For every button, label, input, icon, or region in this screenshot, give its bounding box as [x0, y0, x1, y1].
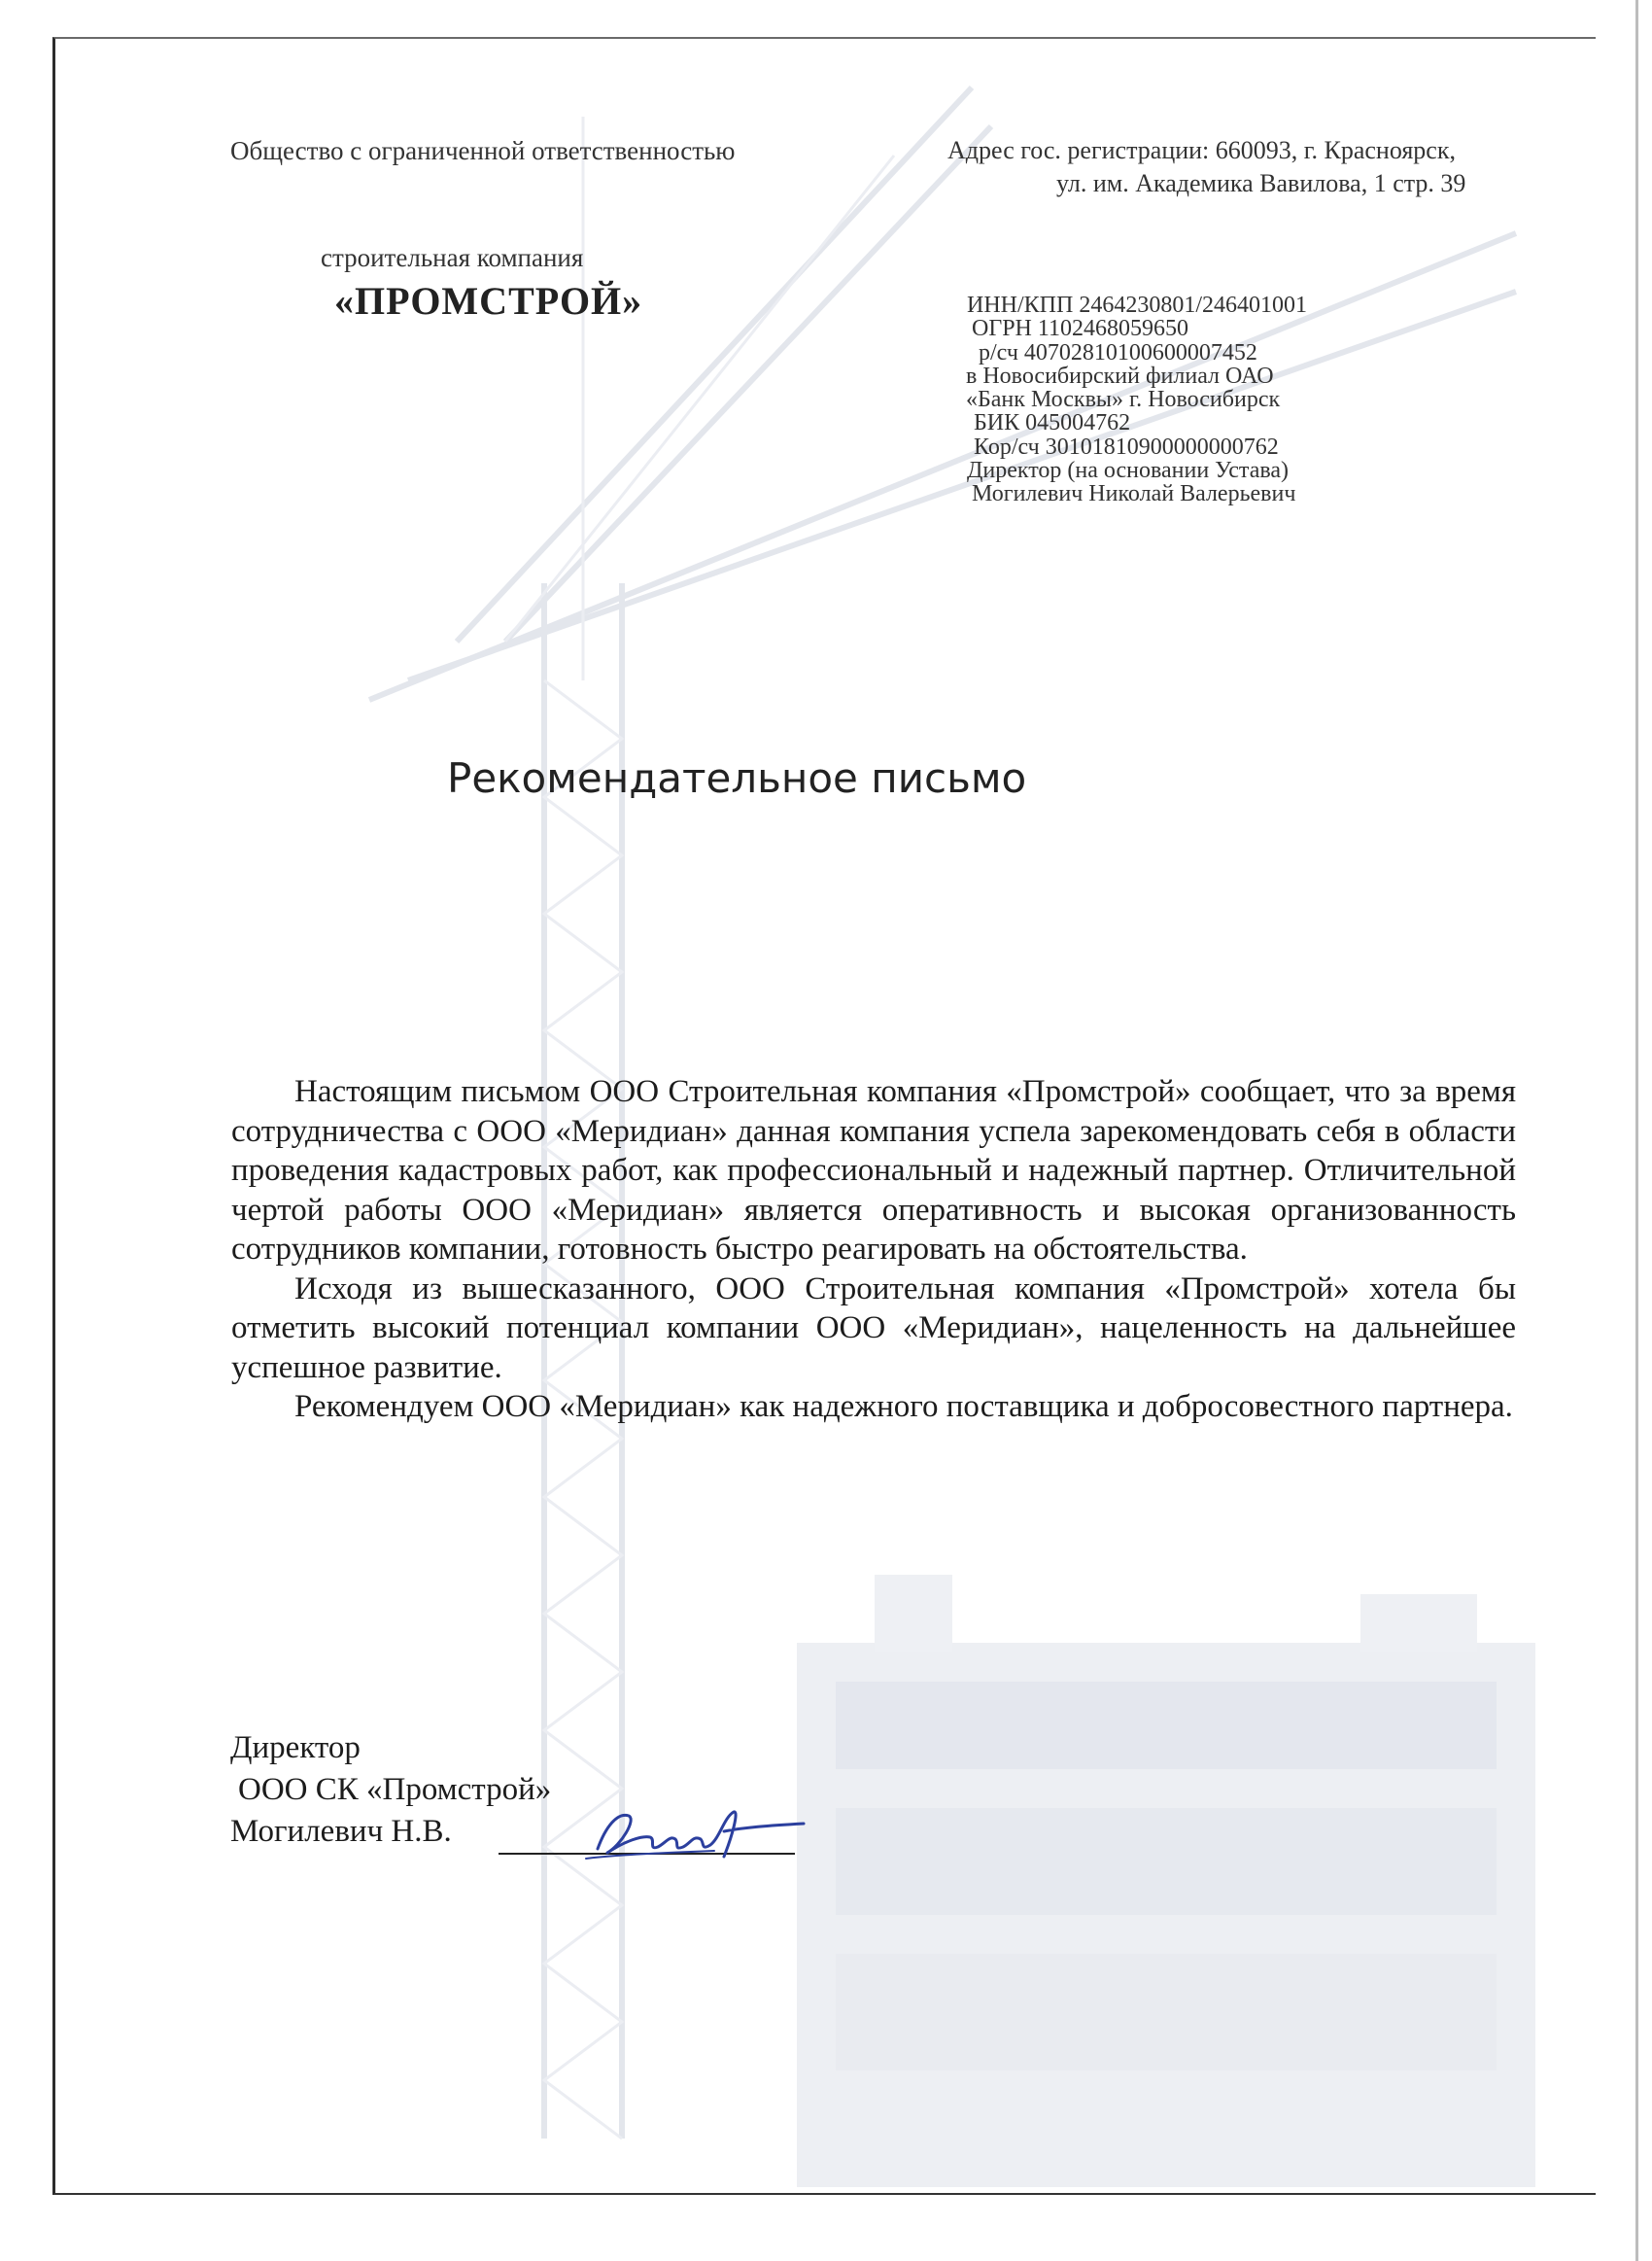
paragraph-2: Исходя из вышесказанного, ООО Строительная компания «Промстрой» хотела бы отметить высокий потенциал компании ООО «Меридиан», нацеленность на дальнейшее успешное развитие. [231, 1270, 1516, 1385]
signature-name: Могилевич Н.В. [230, 1814, 452, 1849]
company-name: «ПРОМСТРОЙ» [334, 279, 643, 323]
paragraph-1: Настоящим письмом ООО Строительная компания «Промстрой» сообщает, что за время сотрудничества с ООО «Меридиан» данная компания успела зарекомендовать себя в области проведения кадастровых работ, как профессиональный и надежный партнер. Отличительной чертой работы ООО «Меридиан» является оперативность и высокая организованность сотрудников компании, готовность быстро реагировать на обстоятельства. [231, 1074, 1516, 1267]
requisite-director-name: Могилевич Николай Валерьевич [972, 481, 1296, 507]
signature-position: Директор [230, 1730, 361, 1765]
requisite-account: р/сч 40702810100600007452 [979, 339, 1257, 365]
requisite-bank-branch: в Новосибирский филиал ОАО [966, 363, 1274, 389]
signature-company: ООО СК «Промстрой» [238, 1772, 552, 1807]
requisite-ogrn: ОГРН 1102468059650 [972, 316, 1188, 342]
requisite-inn: ИНН/КПП 2464230801/246401001 [967, 293, 1308, 318]
letter-body [231, 1072, 1516, 1427]
paragraph-3: Рекомендуем ООО «Меридиан» как надежного поставщика и добросовестного партнера. [294, 1389, 1513, 1424]
handwritten-signature [578, 1798, 811, 1871]
requisite-corr-account: Кор/сч 30101810900000000762 [974, 434, 1279, 460]
address-line-1: Адрес гос. регистрации: 660093, г. Красноярск, [947, 136, 1456, 164]
requisite-bik: БИК 045004762 [974, 410, 1131, 436]
org-form: Общество с ограниченной ответственностью [230, 136, 736, 165]
requisite-director-basis: Директор (на основании Устава) [967, 458, 1290, 484]
address-line-2: ул. им. Академика Вавилова, 1 стр. 39 [1056, 169, 1466, 197]
letter-title: Рекомендательное письмо [447, 754, 1027, 802]
requisite-bank-name: «Банк Москвы» г. Новосибирск [966, 387, 1281, 413]
requisites-block [965, 294, 1307, 506]
company-type: строительная компания [321, 243, 584, 272]
